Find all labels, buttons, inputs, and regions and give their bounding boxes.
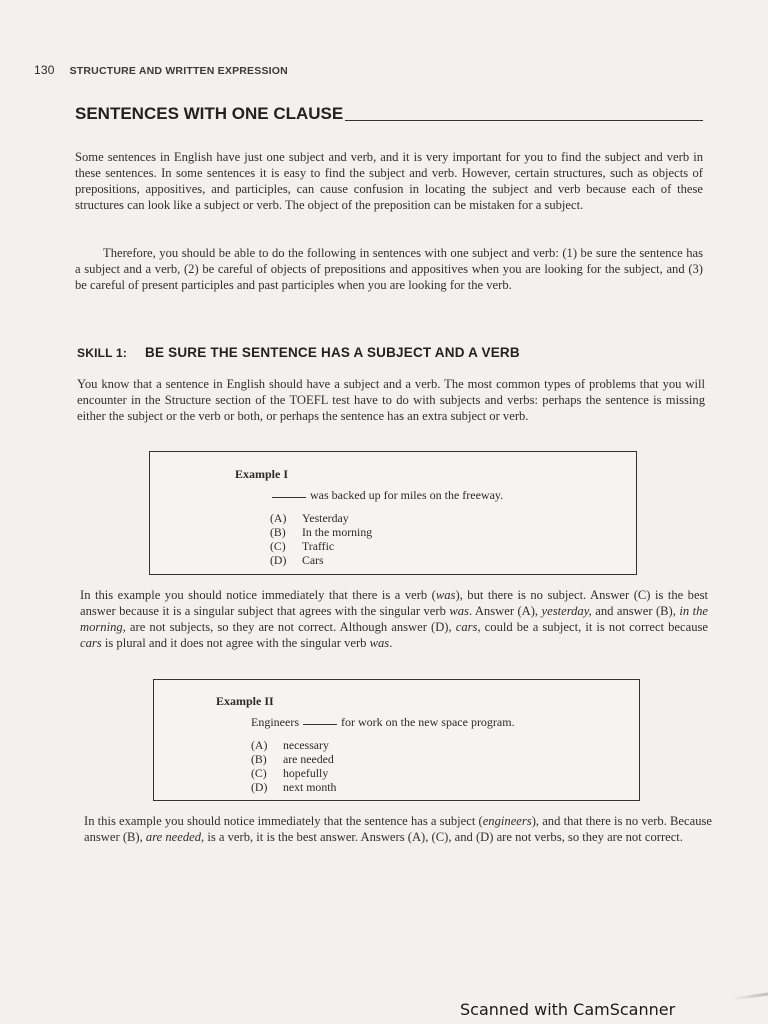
explanation-1-italic: was (369, 636, 390, 650)
explanation-2-text: In this example you should notice immediately that the sentence has a subject ( (84, 814, 483, 828)
choice-item (270, 539, 372, 553)
skill-title: BE SURE THE SENTENCE HAS A SUBJECT AND A VERB (145, 345, 520, 360)
page-number: 130 (34, 63, 55, 77)
explanation-1-italic: cars, (455, 620, 481, 634)
explanation-1-italic: yesterday, (541, 604, 592, 618)
example-1-choices (270, 511, 372, 567)
choice-text: necessary (283, 738, 329, 752)
example-2-box (153, 679, 640, 801)
explanation-1-text: In this example you should notice immediately that there is a verb ( (80, 588, 436, 602)
scanner-watermark: Scanned with CamScanner (460, 1000, 676, 1019)
answer-blank (303, 724, 337, 725)
choice-item (270, 511, 372, 525)
choice-item (251, 780, 336, 794)
skill-heading (77, 345, 520, 360)
example-1-stem-after: was backed up for miles on the freeway. (310, 488, 504, 502)
intro-paragraph-2: Therefore, you should be able to do the following in sentences with one subject and verb: (1) be sure the sentence has a subject and a verb, (2) be careful of objects of prepositions and appositives when you are looking for the subject, and (3) be careful of present participles and past participles when you are looking for the verb. (75, 246, 703, 292)
skill-tag: SKILL 1: (77, 346, 128, 360)
skill-paragraph: You know that a sentence in English should have a subject and a verb. The most common types of problems that you will encounter in the Structure section of the TOEFL test have to do with subjects and verbs: perhaps the sentence is missing either the subject or the verb or both, or perhaps the sentence has an extra subject or verb. (77, 377, 705, 423)
choice-letter: (C) (251, 766, 267, 780)
example-2-stem-after: for work on the new space program. (340, 715, 515, 729)
explanation-1-text: and answer (B), (591, 604, 680, 618)
choice-text: hopefully (283, 766, 329, 780)
running-title: STRUCTURE AND WRITTEN EXPRESSION (69, 65, 288, 77)
explanation-1-text: . Answer (A), (468, 604, 542, 618)
explanation-2-text: is a verb, it is the best answer. Answers (A), (C), and (D) are not verbs, so they are not correct. (204, 830, 683, 844)
choice-letter: (B) (251, 752, 267, 766)
choice-text: are needed (283, 752, 334, 766)
example-1-box (149, 451, 637, 575)
choice-item (270, 553, 372, 567)
example-1-label: Example I (235, 467, 289, 481)
choice-item (251, 738, 336, 752)
explanation-1-text: . (389, 636, 393, 650)
example-2-label: Example II (216, 694, 274, 708)
explanation-2-italic: are needed, (145, 830, 205, 844)
example-2-stem (251, 715, 515, 730)
title-rule (345, 120, 703, 121)
answer-blank (272, 497, 306, 498)
page-header (34, 63, 288, 77)
choice-item (270, 525, 372, 539)
example-2-choices (251, 738, 336, 794)
example-1-stem (268, 488, 503, 503)
explanation-1-text: ), but there is no subject. Answer (C) is the best answer because it is a singular subject that agrees with the singular verb (80, 588, 708, 618)
explanation-1-text: is plural and it does not agree with the singular verb (101, 636, 370, 650)
explanation-1-text: are not subjects, so they are not correct. Although answer (D), (125, 620, 456, 634)
choice-text: Yesterday (302, 511, 349, 525)
explanation-1-text: could be a subject, it is not correct because (480, 620, 708, 634)
explanation-1-italic: cars (80, 636, 102, 650)
explanation-1-italic: was (435, 588, 456, 602)
choice-text: In the morning (302, 525, 373, 539)
intro-paragraph-1: Some sentences in English have just one subject and verb, and it is very important for you to find the subject and verb in these sentences. In some sentences it is easy to find the subject and verb. However, certain structures, such as objects of prepositions, appositives, and participles, can cause confusion in locating the subject and verb because each of these structures can look like a subject or verb. The object of the preposition can be mistaken for a subject. (75, 150, 703, 212)
section-title (75, 104, 703, 124)
explanation-2-italic: engineers (482, 814, 532, 828)
section-title-text: SENTENCES WITH ONE CLAUSE (75, 104, 344, 123)
scan-artifact (732, 993, 768, 1001)
explanation-1-italic: was (449, 604, 469, 618)
choice-letter: (A) (251, 738, 268, 752)
choice-text: Cars (302, 553, 324, 567)
choice-letter: (D) (270, 553, 287, 567)
example-2-stem-before: Engineers (251, 715, 299, 729)
choice-letter: (D) (251, 780, 268, 794)
choice-letter: (B) (270, 525, 286, 539)
explanation-2-text: ), and that there is no verb. Because answer (B), (84, 814, 712, 844)
choice-text: next month (283, 780, 337, 794)
explanation-1-italic: in the morning, (80, 604, 708, 634)
choice-text: Traffic (302, 539, 335, 553)
choice-item (251, 766, 336, 780)
explanation-1 (80, 587, 708, 651)
explanation-2 (84, 813, 712, 845)
choice-letter: (A) (270, 511, 287, 525)
choice-letter: (C) (270, 539, 286, 553)
choice-item (251, 752, 336, 766)
